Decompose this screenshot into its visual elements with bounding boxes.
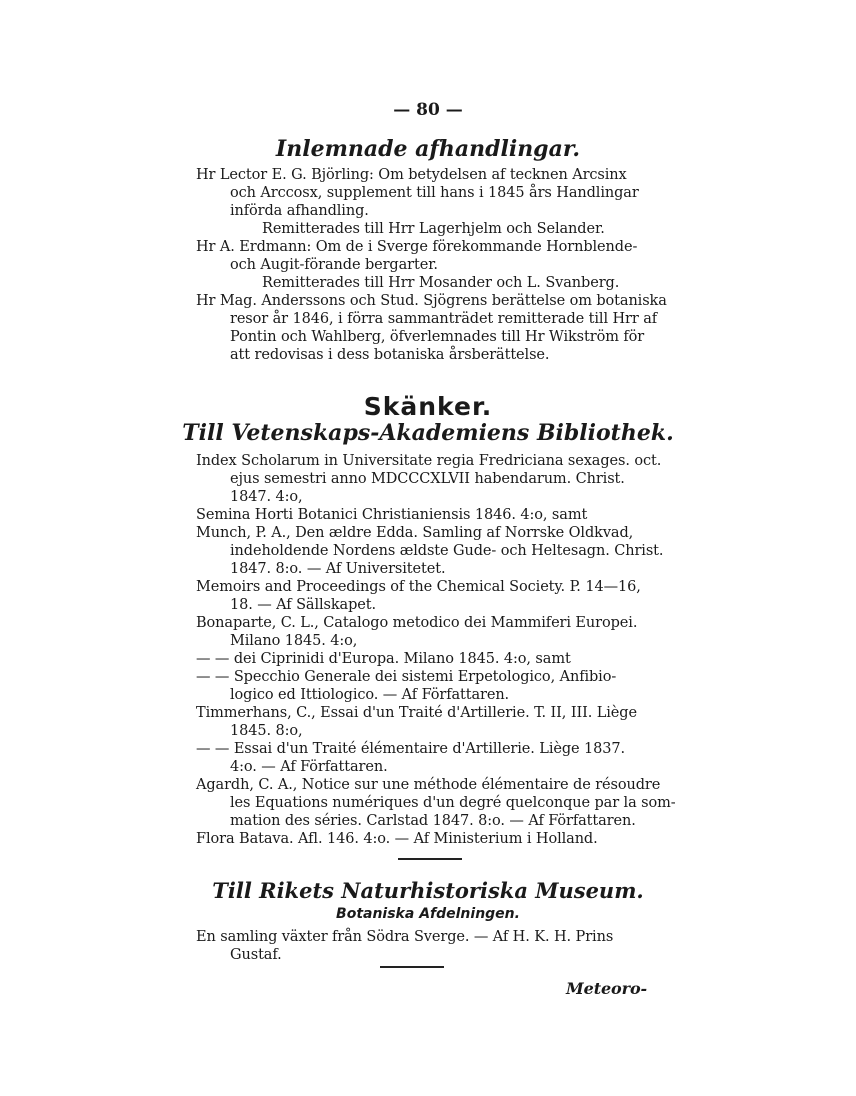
text-line: indeholdende Nordens ældste Gude- och Heltesagn. Christ.: [230, 543, 664, 559]
text-line: Remitterades till Hrr Lagerhjelm och Selander.: [262, 221, 605, 237]
text-line: logico ed Ittiologico. — Af Författaren.: [230, 687, 510, 703]
text-line: — — dei Ciprinidi d'Europa. Milano 1845. 4:o, samt: [196, 651, 571, 667]
text-line: Gustaf.: [230, 947, 282, 963]
text-line: Index Scholarum in Universitate regia Fredriciana sexages. oct.: [196, 453, 662, 469]
text-line: och Arccosx, supplement till hans i 1845 års Handlingar: [230, 185, 639, 201]
divider-rule: [380, 966, 444, 968]
text-line: ejus semestri anno MDCCCXLVII habendarum. Christ.: [230, 471, 625, 487]
text-line: Memoirs and Proceedings of the Chemical Society. P. 14—16,: [196, 579, 641, 595]
section-title-afhandlingar: Inlemnade afhandlingar.: [275, 136, 581, 162]
text-line: Timmerhans, C., Essai d'un Traité d'Artillerie. T. II, III. Liège: [196, 705, 637, 721]
text-line: — — Essai d'un Traité élémentaire d'Artillerie. Liège 1837.: [196, 741, 626, 757]
text-line: 1847. 4:o,: [230, 489, 303, 505]
section-title-skanker: Skänker.: [363, 392, 493, 421]
text-line: 1847. 8:o. — Af Universitetet.: [230, 561, 446, 577]
page-number: — 80 —: [393, 100, 463, 120]
section-subtitle-botaniska: Botaniska Afdelningen.: [336, 906, 520, 922]
text-line: 18. — Af Sällskapet.: [230, 597, 376, 613]
text-line: Hr Mag. Anderssons och Stud. Sjögrens berättelse om botaniska: [196, 293, 667, 309]
text-line: 4:o. — Af Författaren.: [230, 759, 388, 775]
text-line: och Augit-förande bergarter.: [230, 257, 438, 273]
text-line: Munch, P. A., Den ældre Edda. Samling af Norrske Oldkvad,: [196, 525, 634, 541]
text-line: 1845. 8:o,: [230, 723, 303, 739]
text-line: att redovisas i dess botaniska årsberättelse.: [230, 347, 550, 363]
text-line: Agardh, C. A., Notice sur une méthode élémentaire de résoudre: [196, 777, 661, 793]
section-title-museum: Till Rikets Naturhistoriska Museum.: [212, 878, 644, 903]
text-line: Flora Batava. Afl. 146. 4:o. — Af Ministerium i Holland.: [196, 831, 598, 847]
section-subtitle-bibliothek: Till Vetenskaps-Akademiens Bibliothek.: [182, 420, 674, 446]
text-line: En samling växter från Södra Sverge. — Af H. K. H. Prins: [196, 929, 614, 945]
text-line: Hr Lector E. G. Björling: Om betydelsen af tecknen Arcsinx: [196, 167, 627, 183]
text-line: Semina Horti Botanici Christianiensis 1846. 4:o, samt: [196, 507, 588, 523]
text-line: Bonaparte, C. L., Catalogo metodico dei Mammiferi Europei.: [196, 615, 638, 631]
divider-rule: [398, 858, 462, 860]
text-line: — — Specchio Generale dei sistemi Erpetologico, Anfibio-: [196, 669, 617, 685]
text-line: Milano 1845. 4:o,: [230, 633, 358, 649]
catchword: Meteoro-: [566, 979, 648, 998]
text-line: mation des séries. Carlstad 1847. 8:o. — Af Författaren.: [230, 813, 636, 829]
text-line: Hr A. Erdmann: Om de i Sverge förekommande Hornblende-: [196, 239, 638, 255]
text-line: införda afhandling.: [230, 203, 369, 219]
text-line: les Equations numériques d'un degré quelconque par la som-: [230, 795, 676, 811]
text-line: resor år 1846, i förra sammanträdet remitterade till Hrr af: [230, 311, 658, 327]
text-line: Pontin och Wahlberg, öfverlemnades till Hr Wikström för: [230, 329, 645, 345]
text-line: Remitterades till Hrr Mosander och L. Svanberg.: [262, 275, 620, 291]
